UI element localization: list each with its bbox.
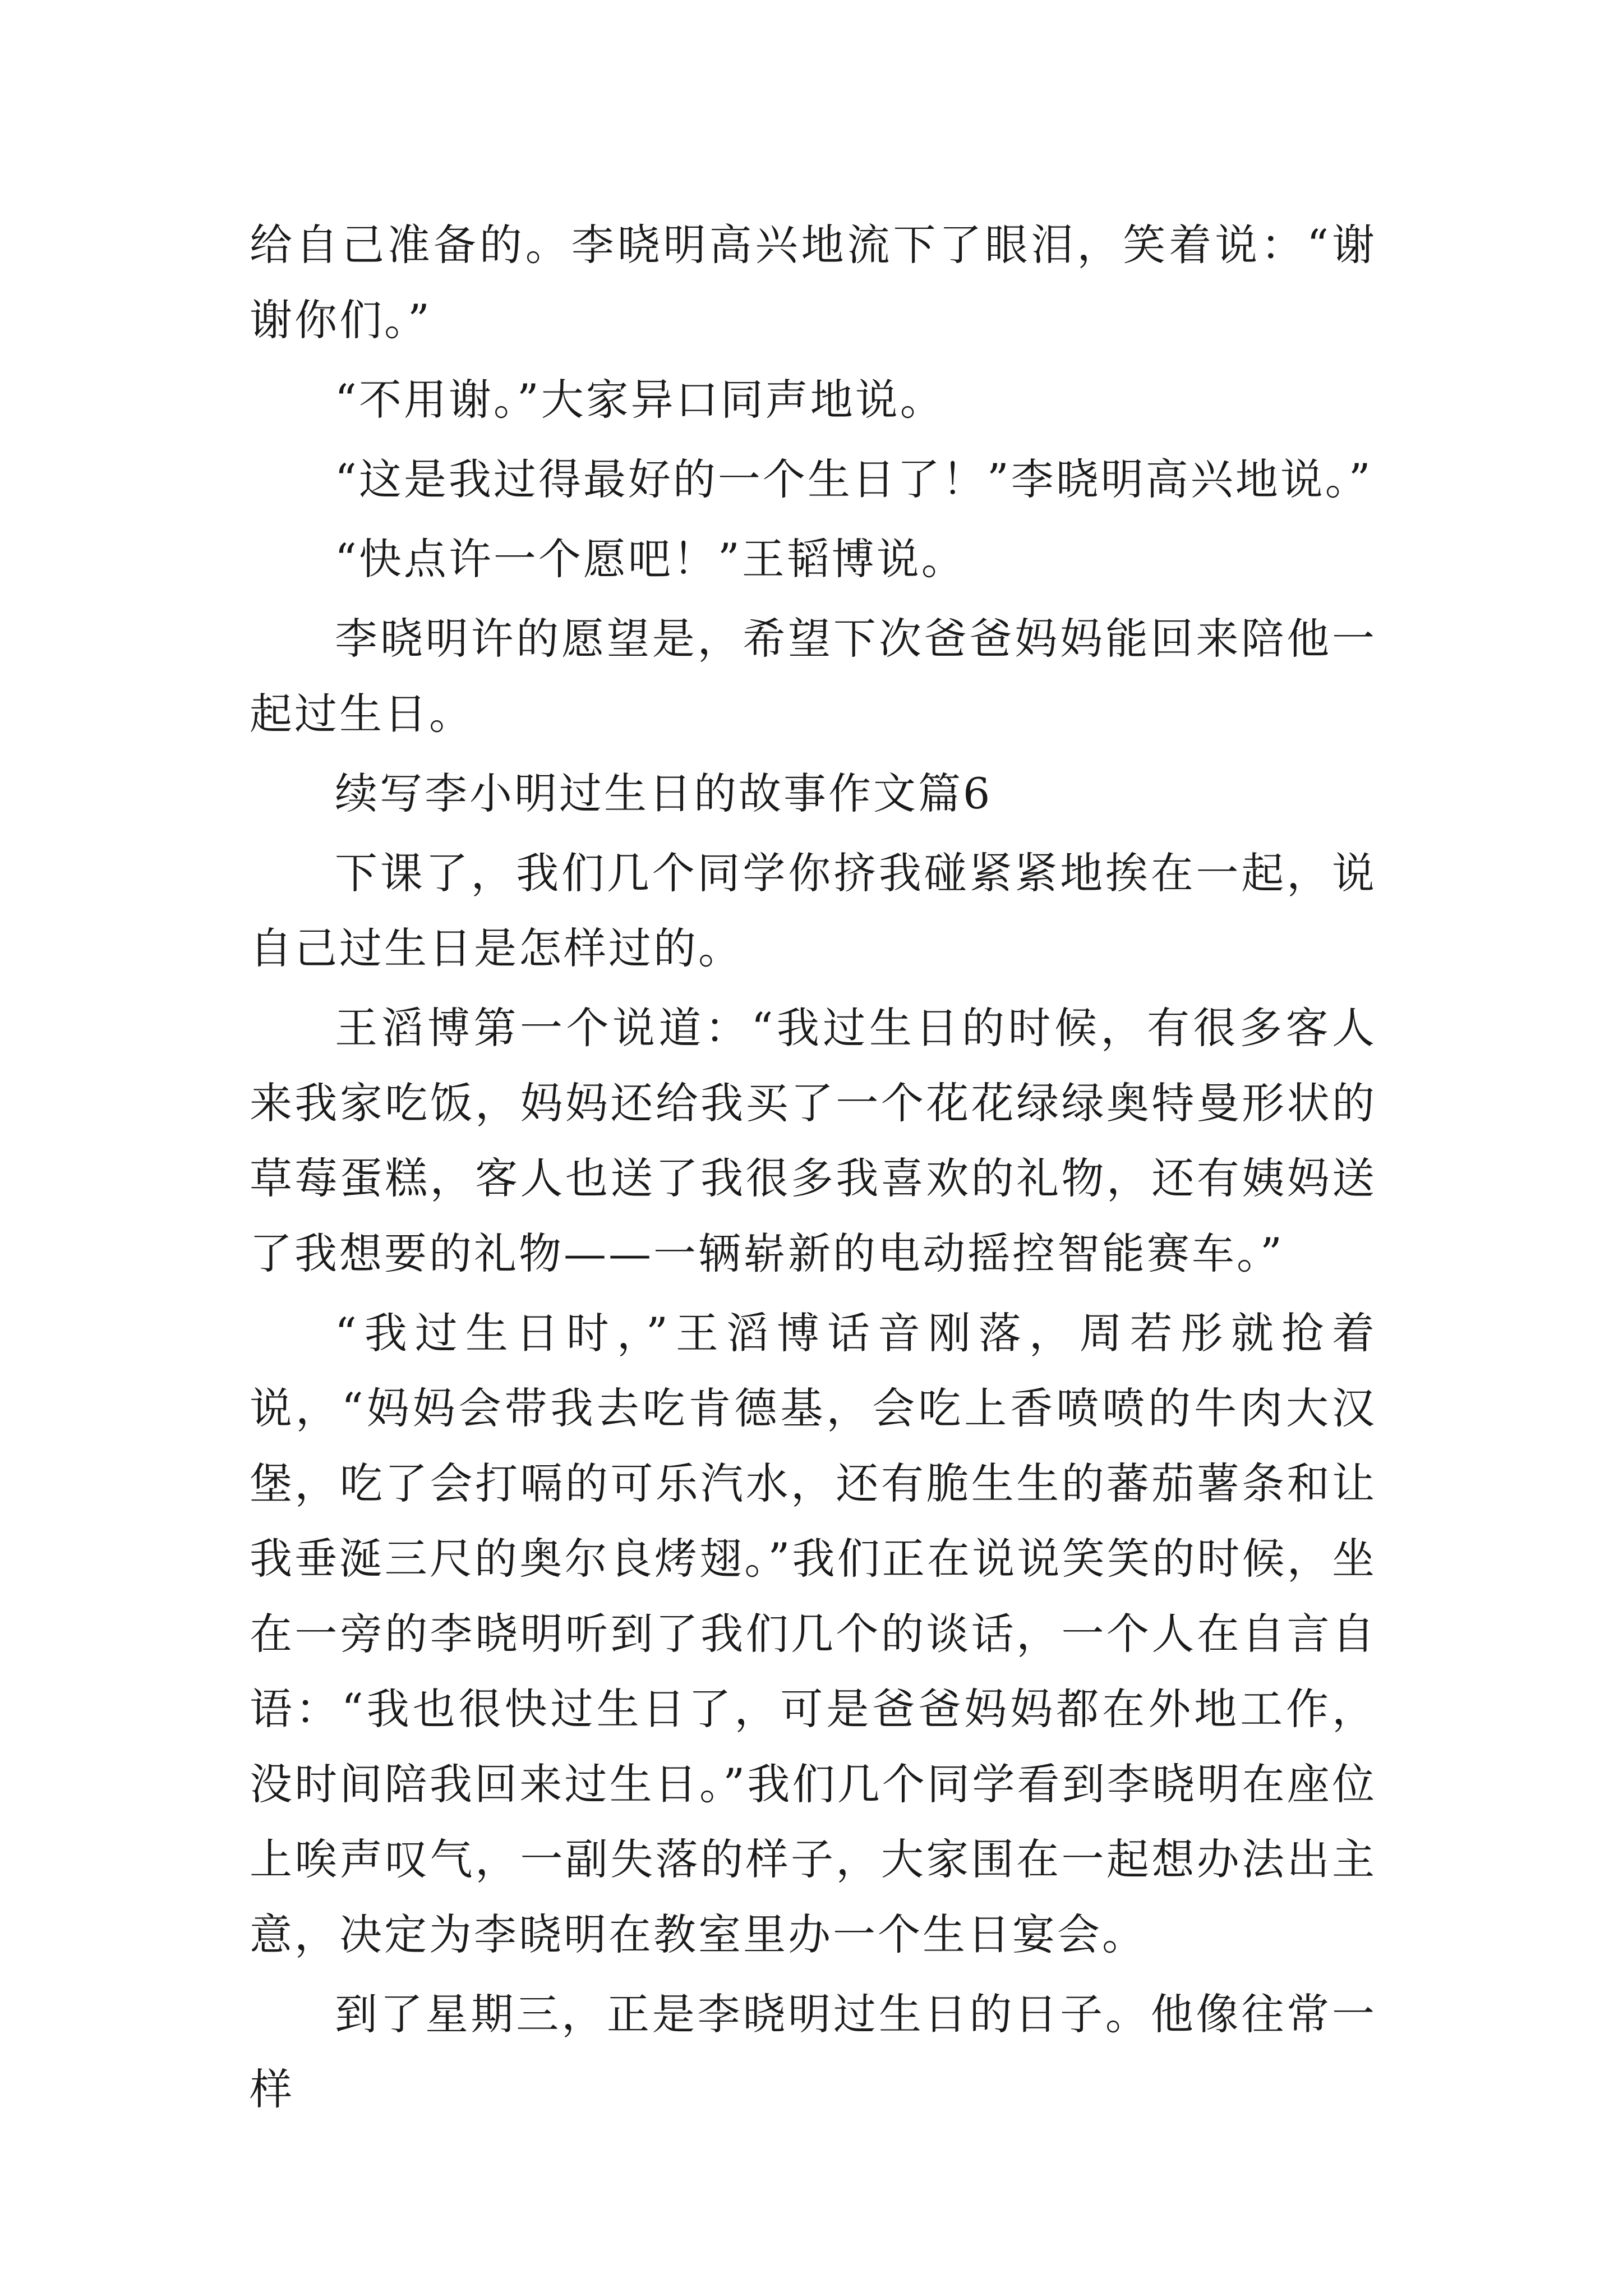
paragraph-4: “快点许一个愿吧！”王韬博说。	[335, 534, 966, 584]
paragraph-9: 到了星期三，正是李晓明过生日的日子。他像往常一样	[250, 1989, 1377, 2114]
paragraph-2: “不用谢。”大家异口同声地说。	[335, 375, 945, 425]
paragraph-5: 李晓明许的愿望是，希望下次爸爸妈妈能回来陪他一起过生日。	[250, 614, 1377, 739]
paragraph-8: “我过生日时，”王滔博话音刚落，周若彤就抢着说，“妈妈会带我去吃肯德基，会吃上香喷喷的牛肉大汉堡，吃了会打嗝的可乐汽水，还有脆生生的蕃茄薯条和让我垂涎三尺的奥尔良烤翅。”我们正在说说笑笑的时候，坐在一旁的李晓明听到了我们几个的谈话，一个人在自言自语：“我也很快过生日了，可是爸爸妈妈都在外地工作，没时间陪我回来过生日。”我们几个同学看到李晓明在座位上唉声叹气，一副失落的样子，大家围在一起想办法出主意，决定为李晓明在教室里办一个生日宴会。	[250, 1308, 1377, 1959]
paragraph-7: 王滔博第一个说道：“我过生日的时候，有很多客人来我家吃饭，妈妈还给我买了一个花花绿绿奥特曼形状的草莓蛋糕，客人也送了我很多我喜欢的礼物，还有姨妈送了我想要的礼物——一辆崭新的电动摇控智能赛车。”	[250, 1003, 1377, 1278]
paragraph-3: “这是我过得最好的一个生日了！”李晓明高兴地说。”	[335, 454, 1373, 504]
paragraph-1: 给自己准备的。李晓明高兴地流下了眼泪，笑着说：“谢谢你们。”	[250, 220, 1377, 345]
paragraph-6: 下课了，我们几个同学你挤我碰紧紧地挨在一起，说自己过生日是怎样过的。	[250, 848, 1377, 973]
section-heading: 续写李小明过生日的故事作文篇6	[335, 769, 993, 818]
document-body	[250, 208, 1377, 2127]
